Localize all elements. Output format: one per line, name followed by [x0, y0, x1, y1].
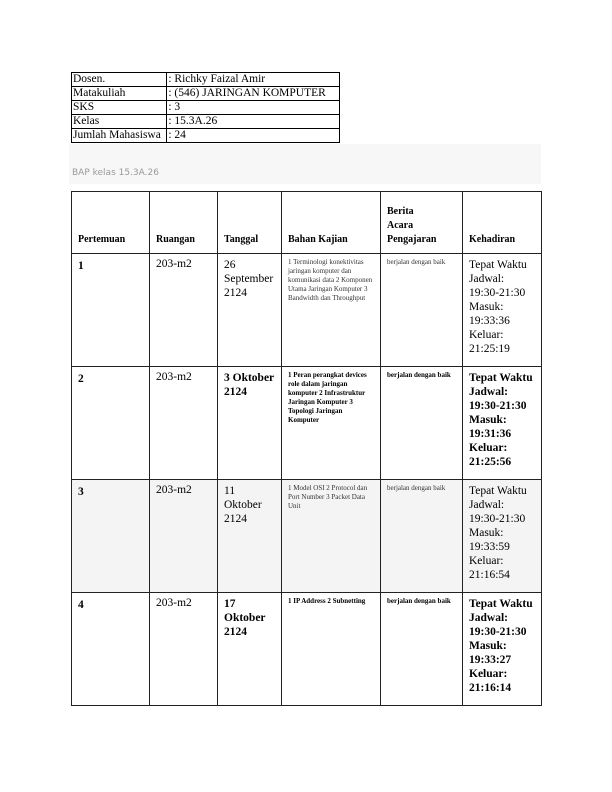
ruangan-value: 203-m2	[156, 484, 192, 496]
pertemuan-number: 1	[78, 260, 84, 272]
kehadiran-line: 19:30-21:30	[469, 287, 526, 299]
kehadiran-line: Keluar:	[469, 555, 504, 567]
info-value: : 24	[167, 129, 340, 143]
bahan-kajian-text: 1 IP Address 2 Subnetting	[288, 597, 366, 605]
cell-tanggal	[218, 367, 282, 480]
header-tanggal: Tanggal	[218, 192, 282, 254]
cell-berita-acara	[381, 254, 463, 367]
kehadiran-line: 21:25:56	[469, 456, 512, 468]
cell-pertemuan	[72, 254, 150, 367]
cell-kehadiran	[463, 254, 542, 367]
info-label: Dosen.	[72, 73, 167, 87]
info-row-jumlah-mahasiswa	[72, 129, 340, 143]
header-bahan-kajian: Bahan Kajian	[282, 192, 381, 254]
kehadiran-line: Tepat Waktu	[469, 598, 533, 610]
kehadiran-line: Masuk:	[469, 527, 504, 539]
kehadiran-line: Keluar:	[469, 329, 504, 341]
kehadiran-line: 21:16:54	[469, 569, 510, 581]
cell-bahan-kajian	[282, 480, 381, 593]
tanggal-line: September	[224, 273, 274, 285]
tanggal-line: 26	[224, 259, 236, 271]
info-value: : 3	[167, 101, 340, 115]
pertemuan-number: 3	[78, 486, 84, 498]
ruangan-value: 203-m2	[156, 371, 192, 383]
course-info-table	[71, 72, 340, 143]
ruangan-value: 203-m2	[156, 597, 192, 609]
cell-ruangan	[150, 367, 218, 480]
header-berita-line: Pengajaran	[387, 234, 437, 245]
berita-acara-text: berjalan dengan baik	[387, 258, 446, 266]
header-ruangan: Ruangan	[150, 192, 218, 254]
cell-bahan-kajian	[282, 367, 381, 480]
info-label: Kelas	[72, 115, 167, 129]
kehadiran-line: 21:25:19	[469, 343, 510, 355]
cell-pertemuan	[72, 480, 150, 593]
cell-tanggal	[218, 480, 282, 593]
cell-kehadiran	[463, 480, 542, 593]
kehadiran-line: Keluar:	[469, 442, 508, 454]
info-row-sks	[72, 101, 340, 115]
header-berita-line: Acara	[387, 220, 414, 231]
bahan-kajian-text: 1 Terminologi konektivitas jaringan komputer dan komunikasi data 2 Komponen Utama Jaringan Komputer 3 Bandwidth dan Throughput	[288, 258, 373, 302]
cell-ruangan	[150, 480, 218, 593]
info-label: SKS	[72, 101, 167, 115]
table-caption: BAP kelas 15.3A.26	[72, 168, 159, 178]
kehadiran-line: 21:16:14	[469, 682, 512, 694]
cell-bahan-kajian	[282, 254, 381, 367]
kehadiran-line: Keluar:	[469, 668, 508, 680]
cell-berita-acara	[381, 593, 463, 706]
kehadiran-line: 19:30-21:30	[469, 513, 526, 525]
tanggal-line: 11	[224, 485, 236, 497]
tanggal-line: Oktober	[224, 612, 266, 624]
kehadiran-line: Tepat Waktu	[469, 372, 533, 384]
berita-acara-text: berjalan dengan baik	[387, 597, 451, 605]
header-kehadiran: Kehadiran	[463, 192, 542, 254]
cell-tanggal	[218, 254, 282, 367]
pertemuan-number: 4	[78, 599, 84, 611]
info-label: Jumlah Mahasiswa	[72, 129, 167, 143]
tanggal-line: 17	[224, 598, 236, 610]
header-berita-acara	[381, 192, 463, 254]
kehadiran-line: 19:30-21:30	[469, 626, 527, 638]
cell-ruangan	[150, 254, 218, 367]
info-value: : Richky Faizal Amir	[167, 73, 340, 87]
header-row	[72, 192, 542, 254]
kehadiran-line: Masuk:	[469, 640, 507, 652]
info-value: : 15.3A.26	[167, 115, 340, 129]
caption-band	[69, 144, 541, 184]
kehadiran-line: Tepat Waktu	[469, 259, 527, 271]
tanggal-line: 2124	[224, 386, 247, 398]
kehadiran-line: 19:30-21:30	[469, 400, 527, 412]
bahan-kajian-text: 1 Model OSI 2 Protocol dan Port Number 3 Packet Data Unit	[288, 484, 368, 510]
cell-tanggal	[218, 593, 282, 706]
info-row-kelas	[72, 115, 340, 129]
table-row	[72, 593, 542, 706]
kehadiran-line: 19:33:27	[469, 654, 512, 666]
berita-acara-text: berjalan dengan baik	[387, 371, 451, 379]
cell-pertemuan	[72, 367, 150, 480]
cell-berita-acara	[381, 480, 463, 593]
table-row	[72, 254, 542, 367]
table-row	[72, 367, 542, 480]
kehadiran-line: Jadwal:	[469, 386, 508, 398]
tanggal-line: 3 Oktober	[224, 372, 275, 384]
kehadiran-line: 19:33:36	[469, 315, 510, 327]
tanggal-line: 2124	[224, 287, 247, 299]
kehadiran-line: Jadwal:	[469, 273, 505, 285]
info-row-dosen	[72, 73, 340, 87]
cell-berita-acara	[381, 367, 463, 480]
pertemuan-number: 2	[78, 373, 84, 385]
ruangan-value: 203-m2	[156, 258, 192, 270]
info-row-matakuliah	[72, 87, 340, 101]
kehadiran-line: 19:31:36	[469, 428, 512, 440]
kehadiran-line: Jadwal:	[469, 612, 508, 624]
cell-kehadiran	[463, 593, 542, 706]
header-berita-line: Berita	[387, 206, 414, 217]
bahan-kajian-text: 1 Peran perangkat devices role dalam jaringan komputer 2 Infrastruktur Jaringan Komputer 3 Topologi Jaringan Komputer	[288, 371, 367, 424]
tanggal-line: Oktober	[224, 499, 262, 511]
tanggal-line: 2124	[224, 626, 247, 638]
kehadiran-line: Jadwal:	[469, 499, 505, 511]
header-pertemuan: Pertemuan	[72, 192, 150, 254]
kehadiran-line: Masuk:	[469, 301, 504, 313]
info-label: Matakuliah	[72, 87, 167, 101]
cell-pertemuan	[72, 593, 150, 706]
cell-kehadiran	[463, 367, 542, 480]
cell-ruangan	[150, 593, 218, 706]
kehadiran-line: Tepat Waktu	[469, 485, 527, 497]
tanggal-line: 2124	[224, 513, 247, 525]
berita-acara-text: berjalan dengan baik	[387, 484, 446, 492]
kehadiran-line: 19:33:59	[469, 541, 510, 553]
kehadiran-line: Masuk:	[469, 414, 507, 426]
table-row	[72, 480, 542, 593]
bap-table	[71, 191, 542, 706]
info-value: : (546) JARINGAN KOMPUTER	[167, 87, 340, 101]
cell-bahan-kajian	[282, 593, 381, 706]
